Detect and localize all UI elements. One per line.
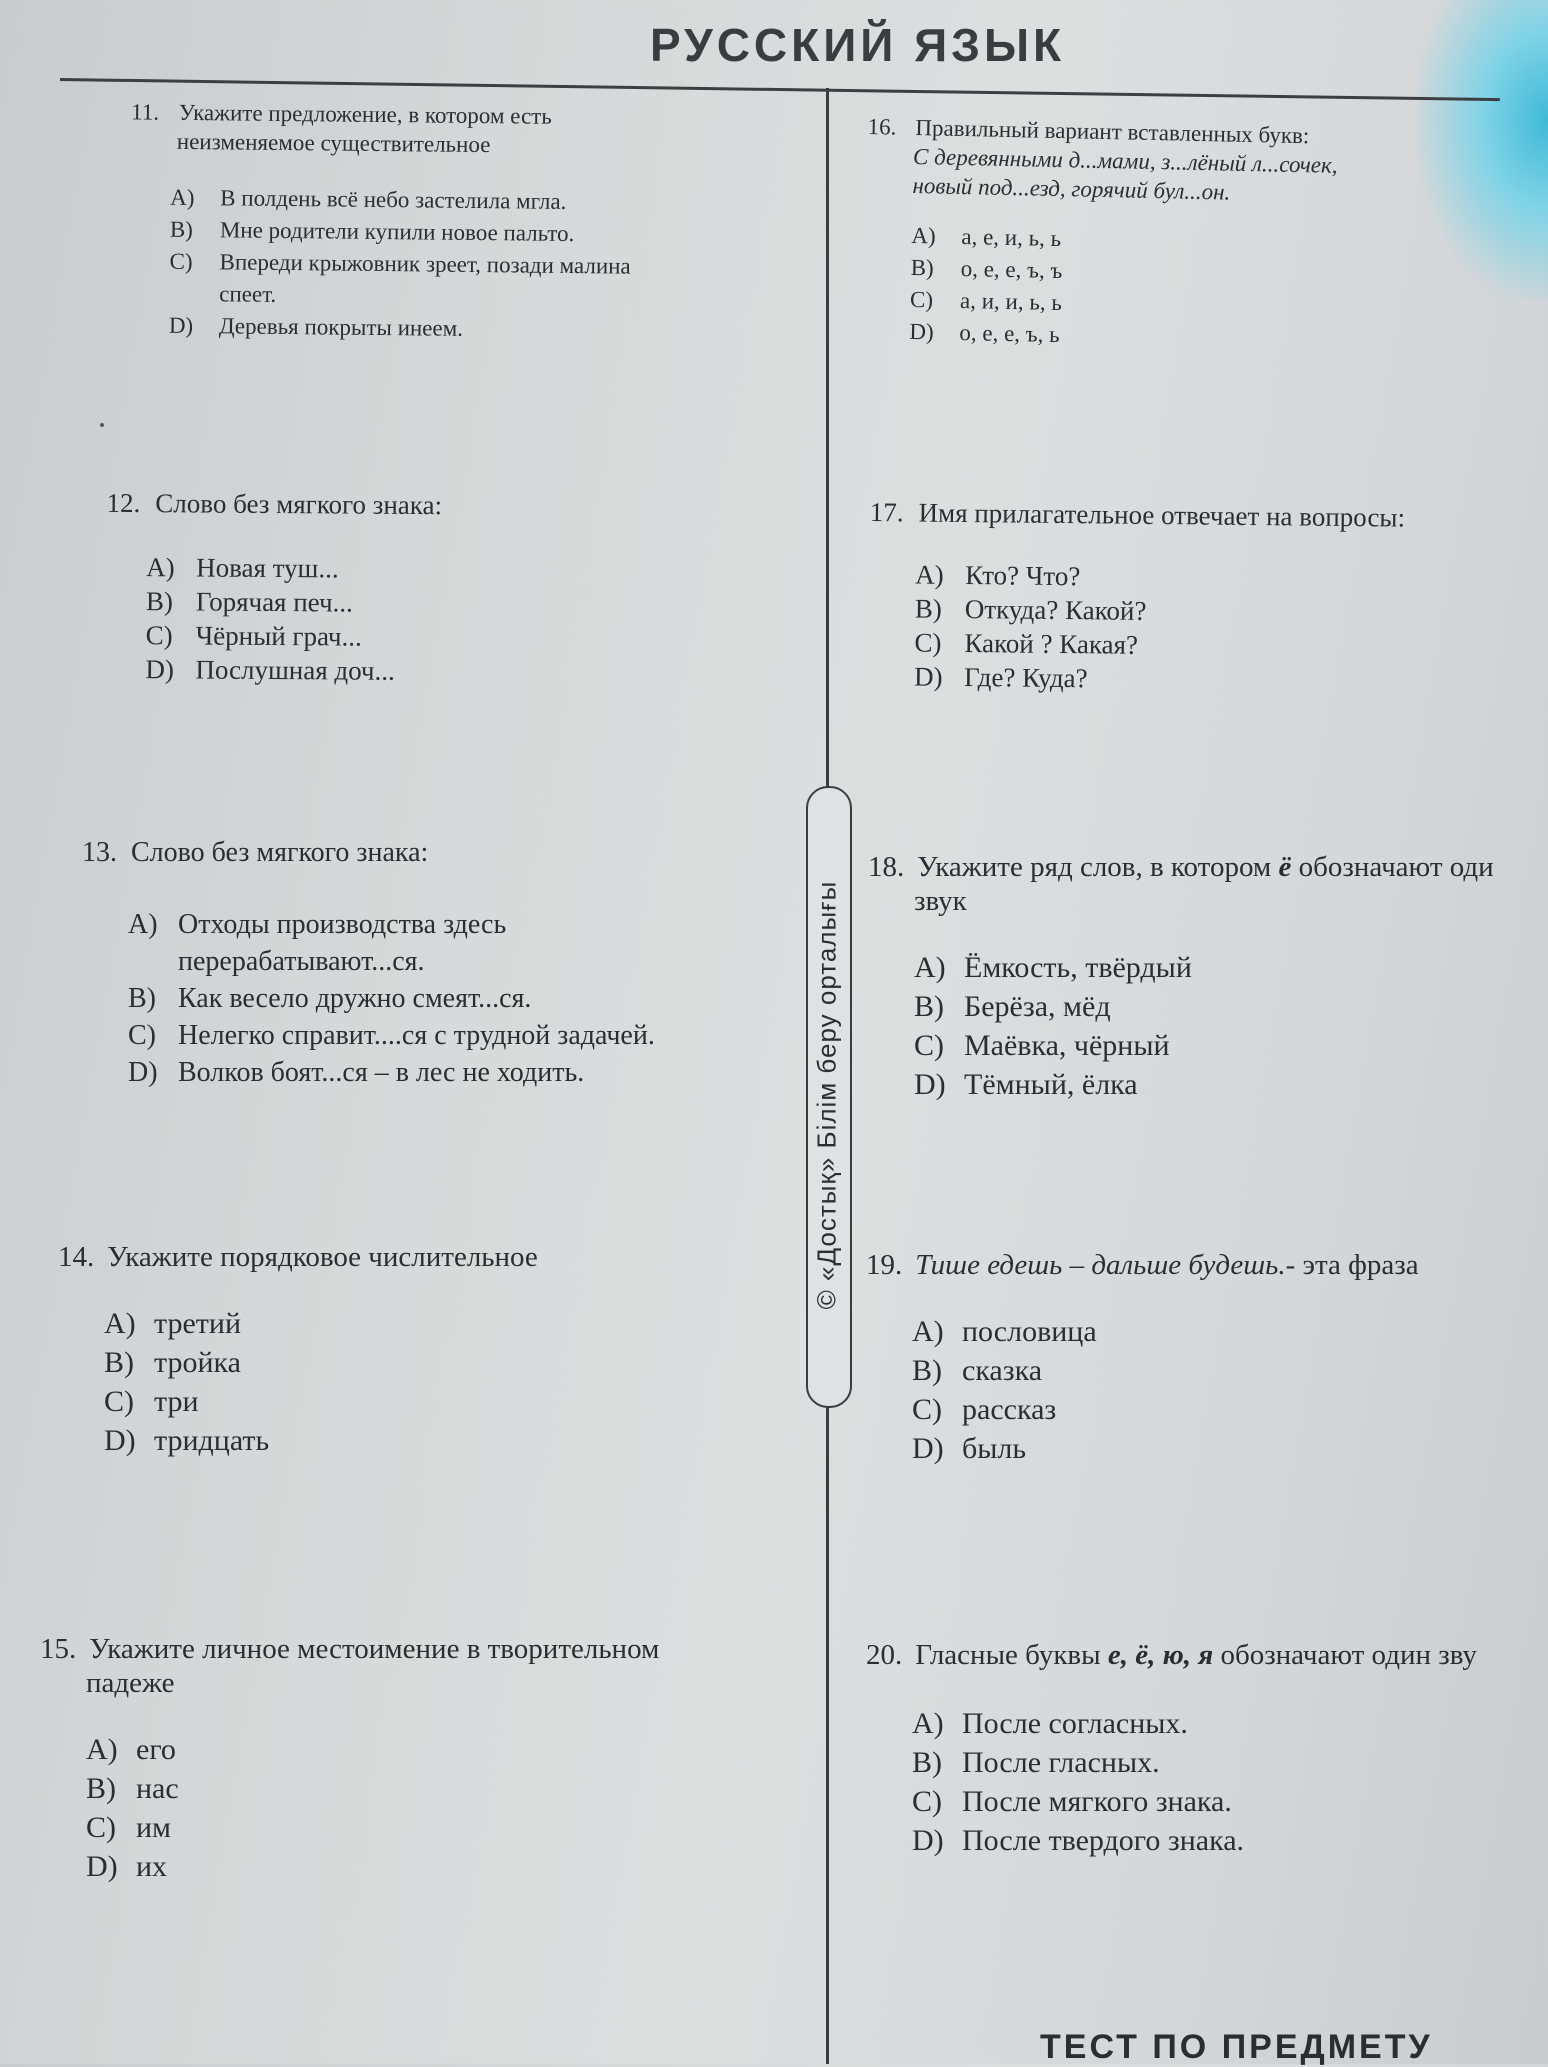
option-d[interactable] [912,1429,1419,1468]
option-text: тройка [154,1346,241,1379]
question-text-cont: падеже [86,1667,175,1699]
option-d[interactable] [914,1065,1494,1104]
question-emphasis: е, ё, ю, я [1107,1639,1214,1671]
option-letter: C) [912,1785,942,1818]
option-c[interactable] [914,625,1404,664]
paper-speck [100,423,104,427]
option-text: Нелегко справит....ся с трудной задачей. [178,1020,655,1051]
question-text-italic: новый под...езд, горячий бул...он. [912,172,1231,205]
answer-options [40,1730,659,1886]
option-text: а, и, и, ь, ь [959,287,1063,316]
page-title: РУССКИЙ ЯЗЫК [650,19,1066,71]
option-text: спеет. [219,281,277,307]
question-number: 15. [40,1633,77,1665]
option-b[interactable] [128,980,655,1017]
option-text: пословица [962,1315,1097,1348]
option-text: После гласных. [962,1746,1160,1779]
option-text: Берёза, мёд [964,990,1111,1023]
option-c[interactable] [912,1390,1419,1429]
option-letter: A) [146,552,175,583]
option-b[interactable] [104,1343,538,1382]
option-letter: D) [909,318,934,345]
option-d[interactable] [912,1821,1477,1860]
question-14 [58,1240,538,1460]
option-c[interactable] [104,1382,538,1421]
question-text: Укажите порядковое числительное [107,1241,538,1273]
question-13 [82,836,655,1091]
option-text: Волков боят...ся – в лес не ходить. [178,1057,585,1088]
option-letter: C) [128,1020,156,1051]
option-text: Откуда? Какой? [964,594,1147,626]
option-d[interactable] [104,1421,538,1460]
question-text: Слово без мягкого знака: [155,488,443,521]
option-letter: D) [86,1850,118,1883]
option-text: его [136,1733,176,1766]
question-number: 19. [866,1249,903,1281]
option-letter: D) [912,1432,944,1465]
option-letter: B) [914,593,942,624]
option-letter: D) [104,1424,136,1457]
option-text: Ёмкость, твёрдый [964,951,1192,984]
option-text: а, е, и, ь, ь [961,223,1062,252]
question-text: Имя прилагательное отвечает на вопросы: [918,497,1406,533]
option-c[interactable] [128,1017,655,1054]
option-text: Отходы производства здесь [178,909,507,940]
question-20 [866,1638,1477,1860]
question-text-cont: звук [914,885,967,917]
option-a[interactable] [104,1304,538,1343]
answer-options [82,906,655,1091]
option-text: После согласных. [962,1707,1188,1740]
option-text: После мягкого знака. [962,1785,1232,1818]
option-text: Впереди крыжовник зреет, позади малина [219,249,631,279]
option-c[interactable] [912,1782,1477,1821]
option-c[interactable] [146,618,442,654]
option-letter: D) [914,1068,946,1101]
option-letter: C) [912,1393,942,1426]
header-divider [60,78,1500,101]
question-text: Укажите предложение, в котором есть [178,99,552,129]
option-d[interactable] [169,310,630,347]
question-number: 11. [131,99,160,125]
option-letter: D) [912,1824,944,1857]
option-letter: B) [104,1346,134,1379]
answer-options [866,1704,1477,1860]
option-text: рассказ [962,1393,1057,1426]
question-19 [866,1248,1419,1468]
option-text: три [154,1385,199,1418]
option-b[interactable] [146,584,442,620]
question-number: 16. [867,113,897,140]
option-letter: C) [909,286,934,313]
option-letter [169,301,219,302]
option-text: им [136,1811,172,1844]
option-letter: B) [912,1746,942,1779]
option-d[interactable] [914,659,1404,698]
option-letter: A) [170,184,195,211]
option-b[interactable] [912,1743,1477,1782]
answer-options [863,219,1336,357]
option-text: третий [154,1307,242,1340]
option-letter: A) [911,222,936,249]
option-c-cont [169,278,630,315]
option-text: о, е, е, ъ, ь [959,319,1060,348]
option-d[interactable] [145,652,441,688]
option-letter: D) [913,661,943,692]
option-a[interactable] [912,1704,1477,1743]
option-text: Маёвка, чёрный [964,1029,1170,1062]
question-text: обозначают оди [1291,851,1494,883]
question-text-cont: неизменяемое существительное [176,128,491,158]
option-b[interactable] [86,1769,659,1808]
option-d[interactable] [86,1847,659,1886]
option-letter: A) [128,909,158,940]
option-c[interactable] [86,1808,659,1847]
question-emphasis: ё [1278,851,1292,883]
option-letter: C) [169,248,193,275]
option-text: Горячая печ... [195,586,353,618]
option-a[interactable] [915,557,1405,596]
option-letter: D) [168,312,194,339]
question-text: обозначают один зву [1213,1639,1477,1671]
question-11 [129,97,633,346]
question-text-italic: Тише едешь – дальше будешь. [915,1249,1286,1281]
option-c[interactable] [914,1026,1494,1065]
option-a[interactable] [914,948,1494,987]
option-text: их [136,1850,168,1883]
option-letter: A) [914,951,946,984]
option-text: сказка [962,1354,1043,1387]
option-text: Мне родители купили новое пальто. [219,217,575,247]
option-letter: B) [86,1772,116,1805]
option-b[interactable] [170,214,631,251]
option-text: Деревья покрыты инеем. [218,313,464,341]
option-letter: A) [104,1307,136,1340]
answer-options [58,1304,538,1460]
option-a-cont [128,943,655,980]
option-b[interactable] [912,1351,1419,1390]
option-letter: C) [914,1029,944,1062]
question-text: Правильный вариант вставленных букв: [915,114,1310,149]
option-a[interactable] [170,182,631,219]
option-letter: A) [912,1315,944,1348]
footer-heading: ТЕСТ ПО ПРЕДМЕТУ [1040,2028,1433,2066]
option-letter: B) [910,254,935,281]
option-text: Чёрный грач... [195,620,362,652]
question-15 [40,1632,659,1886]
option-text: Какой ? Какая? [964,627,1139,660]
option-text: нас [136,1772,179,1805]
option-text: Послушная доч... [195,654,395,686]
option-a[interactable] [912,1312,1419,1351]
answer-options [105,550,441,688]
question-18 [868,850,1494,1104]
option-letter: A) [915,559,944,590]
option-c[interactable] [169,246,630,283]
answer-options [868,948,1494,1104]
question-number: 14. [58,1241,95,1273]
question-16 [863,112,1338,357]
publisher-text: © «Достық» Білім беру орталығы [811,880,842,1310]
question-number: 17. [869,496,904,528]
option-letter: B) [914,990,944,1023]
option-text: Тёмный, ёлка [964,1068,1138,1101]
question-17 [868,496,1405,699]
option-letter: B) [145,586,174,617]
question-text: Гласные буквы [915,1639,1108,1671]
question-text: Укажите личное местоимение в творительном [89,1633,660,1665]
option-letter: B) [169,216,194,243]
option-a[interactable] [86,1730,659,1769]
question-text: - эта фраза [1285,1249,1419,1281]
option-letter: C) [914,627,942,658]
option-text: быль [962,1432,1027,1465]
option-text: о, е, е, ъ, ъ [960,255,1063,284]
question-number: 13. [82,837,117,868]
page-corner-shadow [1418,0,1548,300]
option-a[interactable] [146,550,442,586]
option-text: После твердого знака. [962,1824,1245,1857]
answer-options [868,557,1405,699]
question-number: 18. [868,851,905,883]
option-b[interactable] [915,591,1405,630]
option-text: Как весело дружно смеят...ся. [178,983,532,1014]
option-text: Где? Куда? [963,661,1088,694]
question-number: 20. [866,1639,903,1671]
option-letter: D) [128,1057,158,1088]
option-a[interactable] [128,906,655,943]
option-text: перерабатывают...ся. [178,946,425,977]
option-letter: A) [912,1707,944,1740]
question-12 [105,487,442,688]
question-number: 12. [106,487,141,519]
option-text: В полдень всё небо застелила мгла. [220,185,567,214]
answer-options [866,1312,1419,1468]
option-letter: C) [104,1385,134,1418]
option-text: Новая туш... [196,552,339,584]
option-b[interactable] [914,987,1494,1026]
option-text: Кто? Что? [965,560,1081,592]
answer-options [129,181,632,346]
question-text: Слово без мягкого знака: [131,837,429,868]
option-d[interactable] [128,1054,655,1091]
option-letter: B) [128,983,156,1014]
question-text-italic: С деревянными д...мами, з...лёный л...сочек, [912,143,1338,178]
option-letter: A) [86,1733,118,1766]
option-letter: C) [86,1811,116,1844]
option-letter: C) [145,620,173,651]
option-text: тридцать [154,1424,270,1457]
question-text: Укажите ряд слов, в котором [917,851,1279,883]
option-letter: D) [145,654,175,685]
option-letter: B) [912,1354,942,1387]
